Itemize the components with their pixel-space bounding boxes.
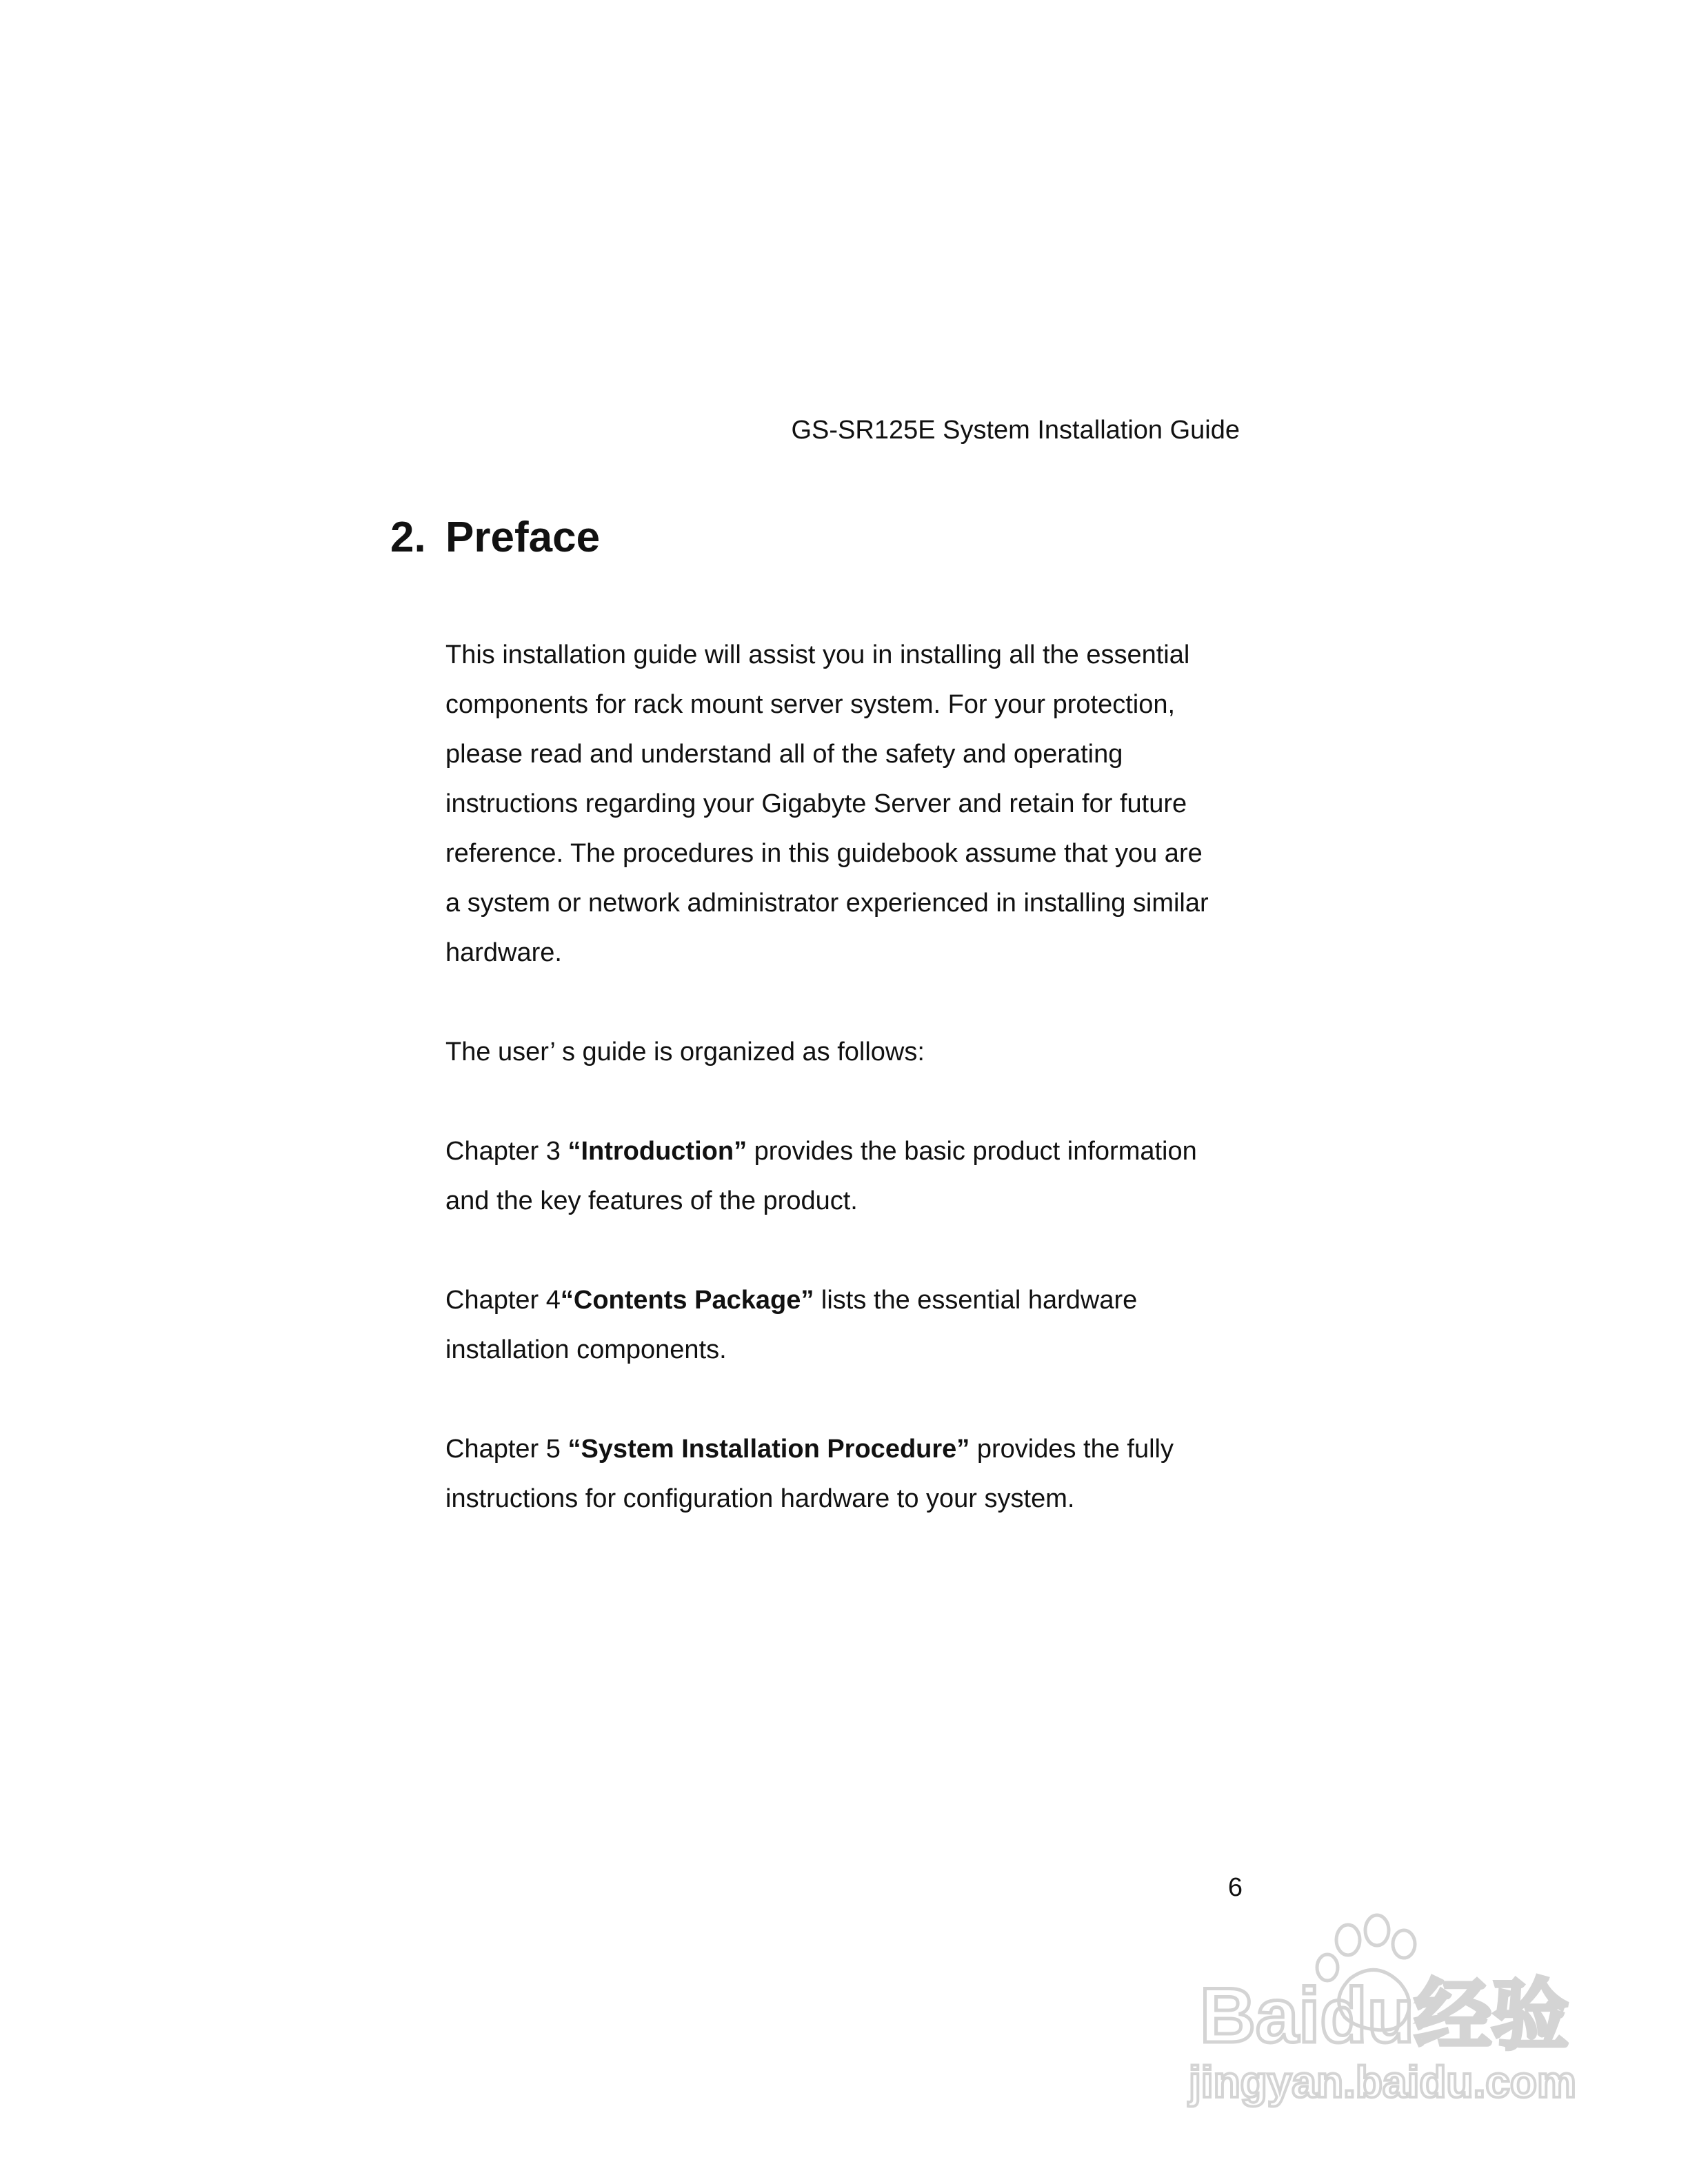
page-number: 6 — [1227, 1873, 1243, 1902]
chapter-prefix: Chapter 3 — [445, 1137, 568, 1166]
section-heading — [390, 510, 600, 565]
chapter-title: “Introduction” — [567, 1137, 747, 1166]
chapter-entry-5 — [445, 1424, 1259, 1524]
chapter-prefix: Chapter 5 — [445, 1435, 568, 1464]
organization-note: The user’ s guide is organized as follows: — [445, 1038, 925, 1066]
intro-paragraph — [445, 630, 1259, 978]
chapter-title: “Contents Package” — [560, 1286, 814, 1315]
watermark-url: jingyan.baidu.com — [1189, 2057, 1576, 2107]
intro-line: This installation guide will assist you in installing all the essential — [445, 640, 1190, 669]
intro-line: instructions regarding your Gigabyte Server and retain for future — [445, 789, 1187, 818]
chapter-description-cont: and the key features of the product. — [445, 1186, 858, 1215]
intro-line: a system or network administrator experienced in installing similar — [445, 889, 1209, 918]
chapter-description: provides the basic product information — [747, 1137, 1197, 1166]
baidu-watermark — [1186, 1910, 1586, 2110]
chapter-description-cont: instructions for configuration hardware to your system. — [445, 1484, 1075, 1513]
chapter-title: “System Installation Procedure” — [567, 1435, 970, 1464]
running-header: GS-SR125E System Installation Guide — [791, 416, 1240, 445]
intro-line: components for rack mount server system. For your protection, — [445, 690, 1176, 719]
section-title: Preface — [445, 514, 601, 561]
body-text — [445, 630, 1259, 1573]
intro-line: please read and understand all of the safety and operating — [445, 740, 1123, 769]
intro-line: hardware. — [445, 938, 562, 967]
chapter-description-cont: installation components. — [445, 1335, 727, 1364]
chapter-entry-3 — [445, 1126, 1259, 1226]
chapter-entry-4 — [445, 1275, 1259, 1375]
chapter-description: lists the essential hardware — [814, 1286, 1138, 1315]
chapter-description: provides the fully — [969, 1435, 1174, 1464]
intro-line: reference. The procedures in this guidebook assume that you are — [445, 839, 1203, 868]
watermark-brand: Baidu经验 — [1200, 1972, 1569, 2059]
chapter-prefix: Chapter 4 — [445, 1286, 561, 1315]
section-number: 2. — [390, 514, 426, 561]
